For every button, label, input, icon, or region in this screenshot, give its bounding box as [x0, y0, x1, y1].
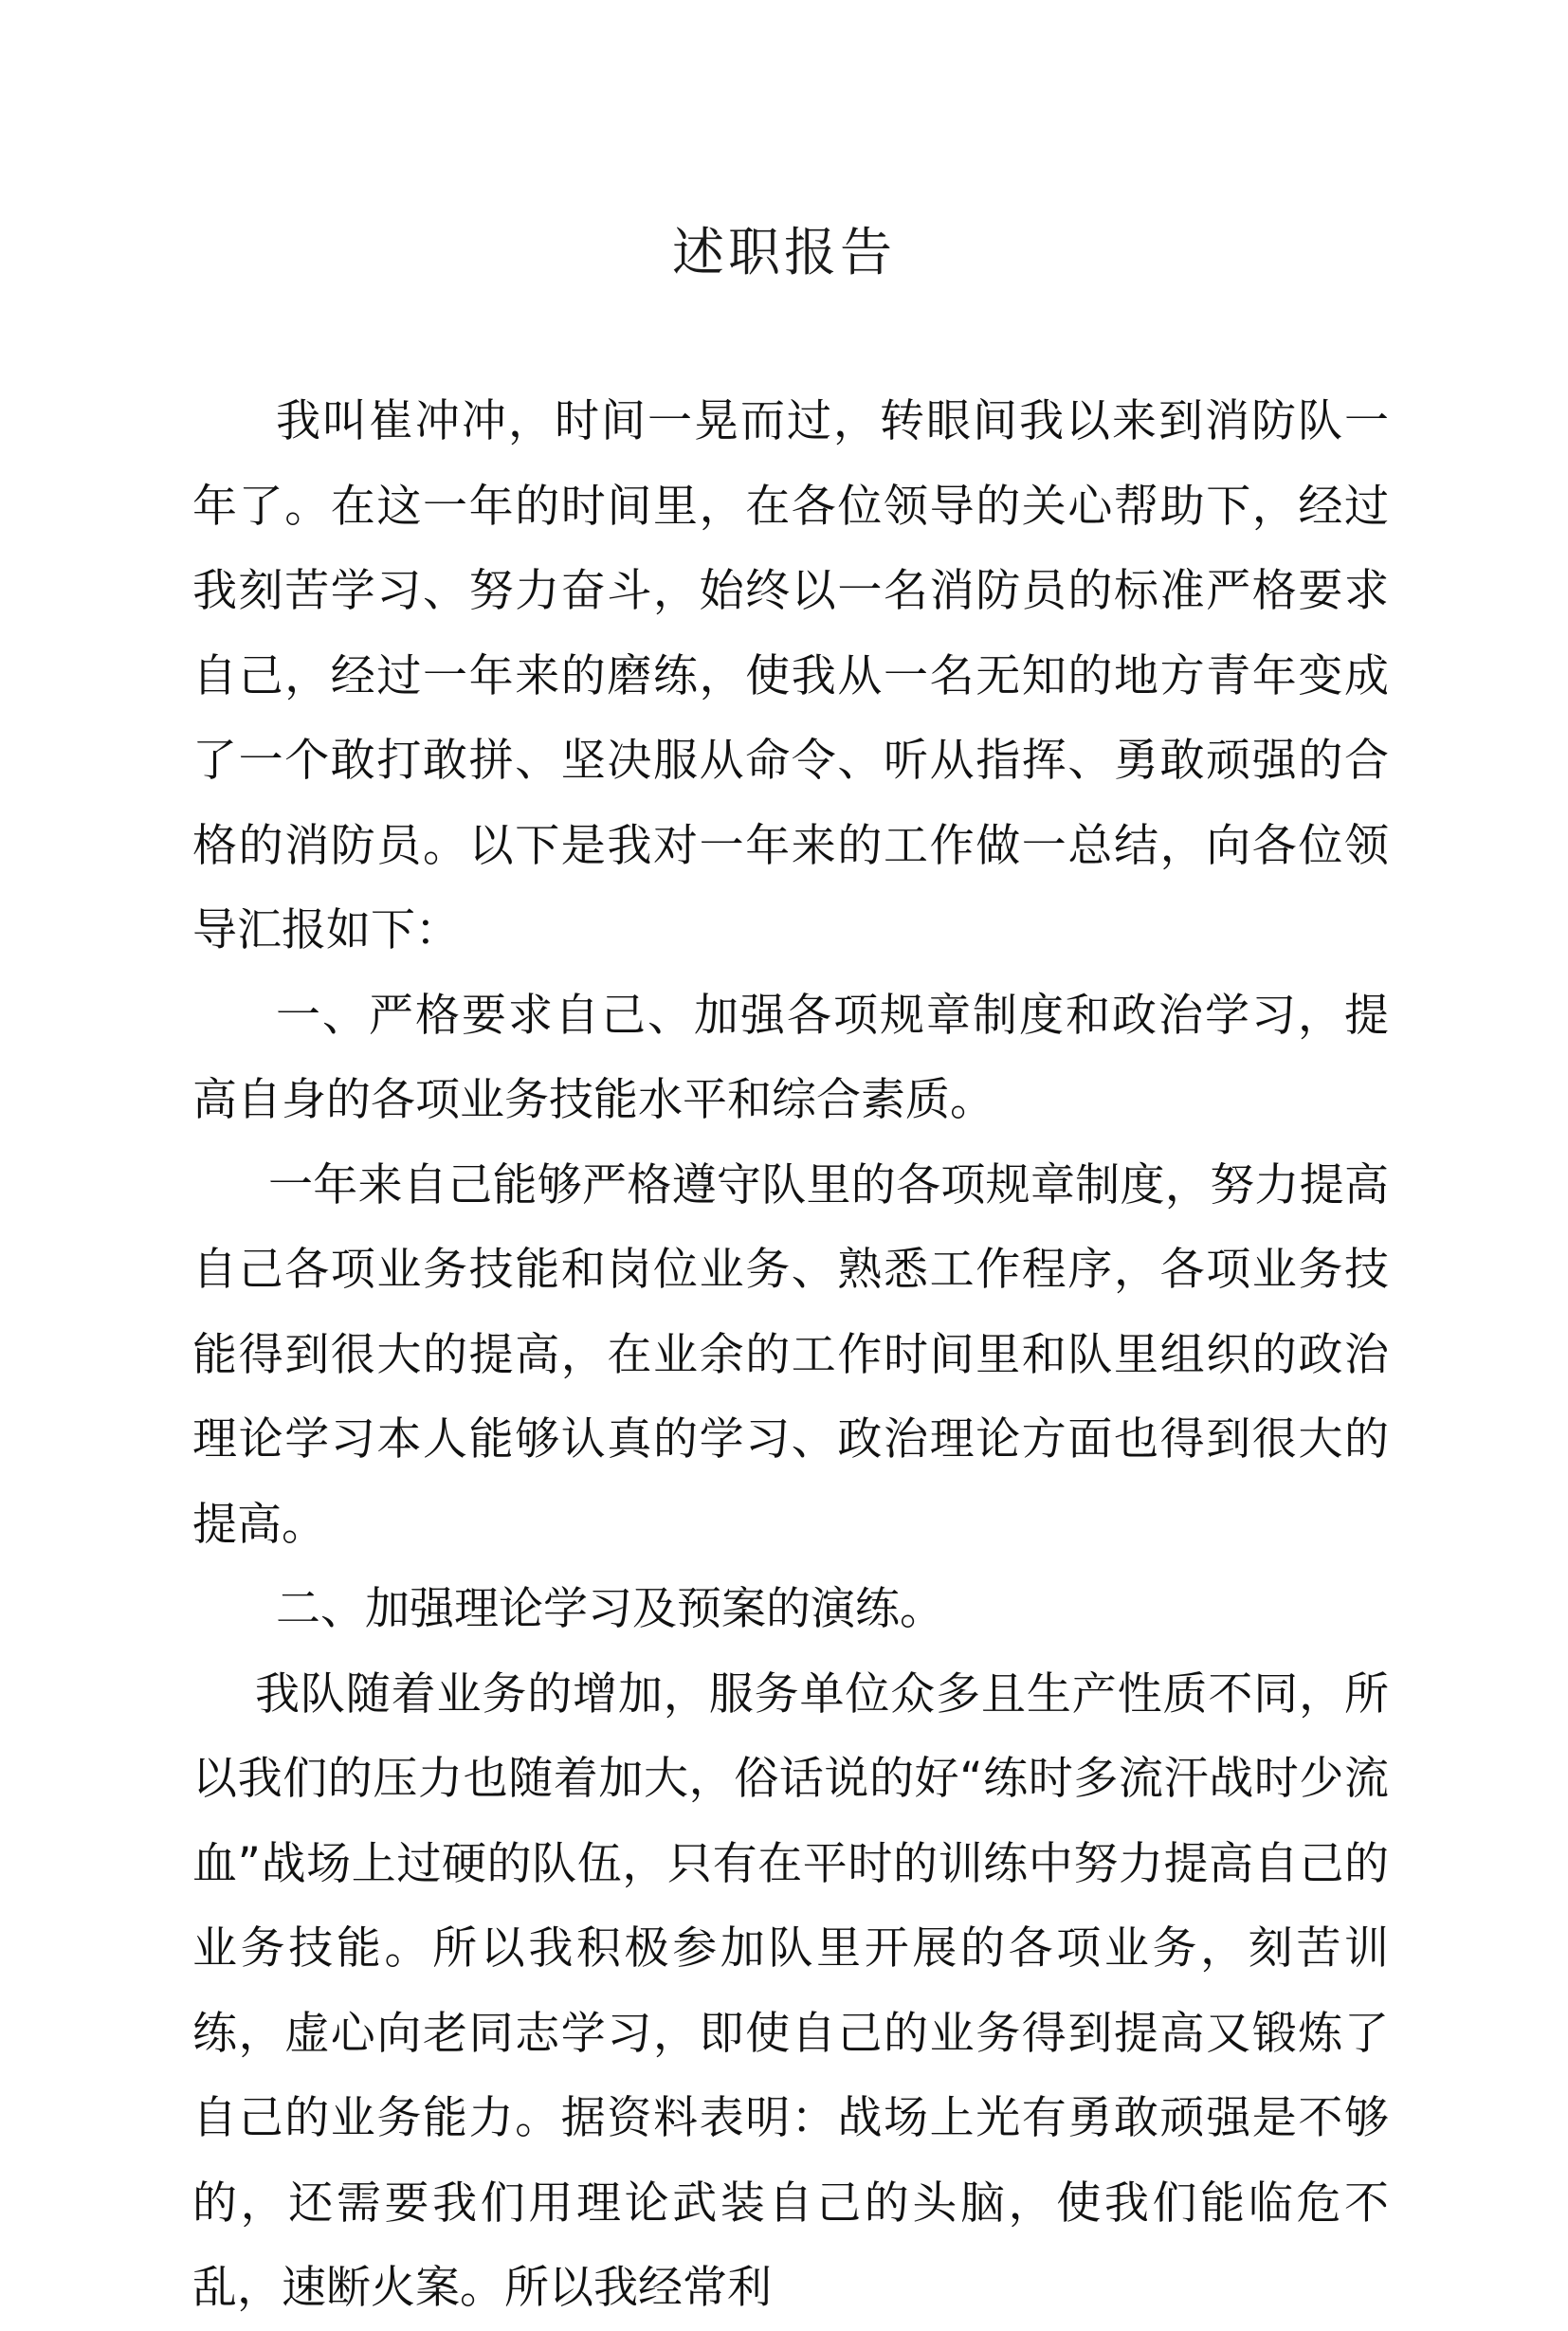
document-title: 述职报告 — [671, 222, 896, 282]
section-heading-1: 一、严格要求自己、加强各项规章制度和政治学习，提高自身的各项业务技能水平和综合素质。 — [192, 989, 1389, 1126]
section-heading-2: 二、加强理论学习及预案的演练。 — [276, 1583, 944, 1635]
paragraph-section-1: 一年来自己能够严格遵守队里的各项规章制度，努力提高自己各项业务技能和岗位业务、熟悉工作程序，各项业务技能得到很大的提高，在业余的工作时间里和队里组织的政治理论学习本人能够认真的学习、政治理论方面也得到很大的提高。 — [192, 1158, 1389, 1551]
paragraph-intro: 我叫崔冲冲，时间一晃而过，转眼间我以来到消防队一年了。在这一年的时间里，在各位领导的关心帮助下，经过我刻苦学习、努力奋斗，始终以一名消防员的标准严格要求自己，经过一年来的磨练，使我从一名无知的地方青年变成了一个敢打敢拼、坚决服从命令、听从指挥、勇敢顽强的合格的消防员。以下是我对一年来的工作做一总结，向各位领导汇报如下： — [192, 395, 1389, 956]
document-body — [192, 379, 1389, 2331]
paragraph-section-2: 我队随着业务的增加，服务单位众多且生产性质不同，所以我们的压力也随着加大，俗话说的好“练时多流汗战时少流血”战场上过硬的队伍，只有在平时的训练中努力提高自己的业务技能。所以我积极参加队里开展的各项业务，刻苦训练，虚心向老同志学习，即使自己的业务得到提高又锻炼了自己的业务能力。据资料表明：战场上光有勇敢顽强是不够的，还需要我们用理论武装自己的头脑，使我们能临危不乱，速断火案。所以我经常利 — [192, 1667, 1389, 2314]
